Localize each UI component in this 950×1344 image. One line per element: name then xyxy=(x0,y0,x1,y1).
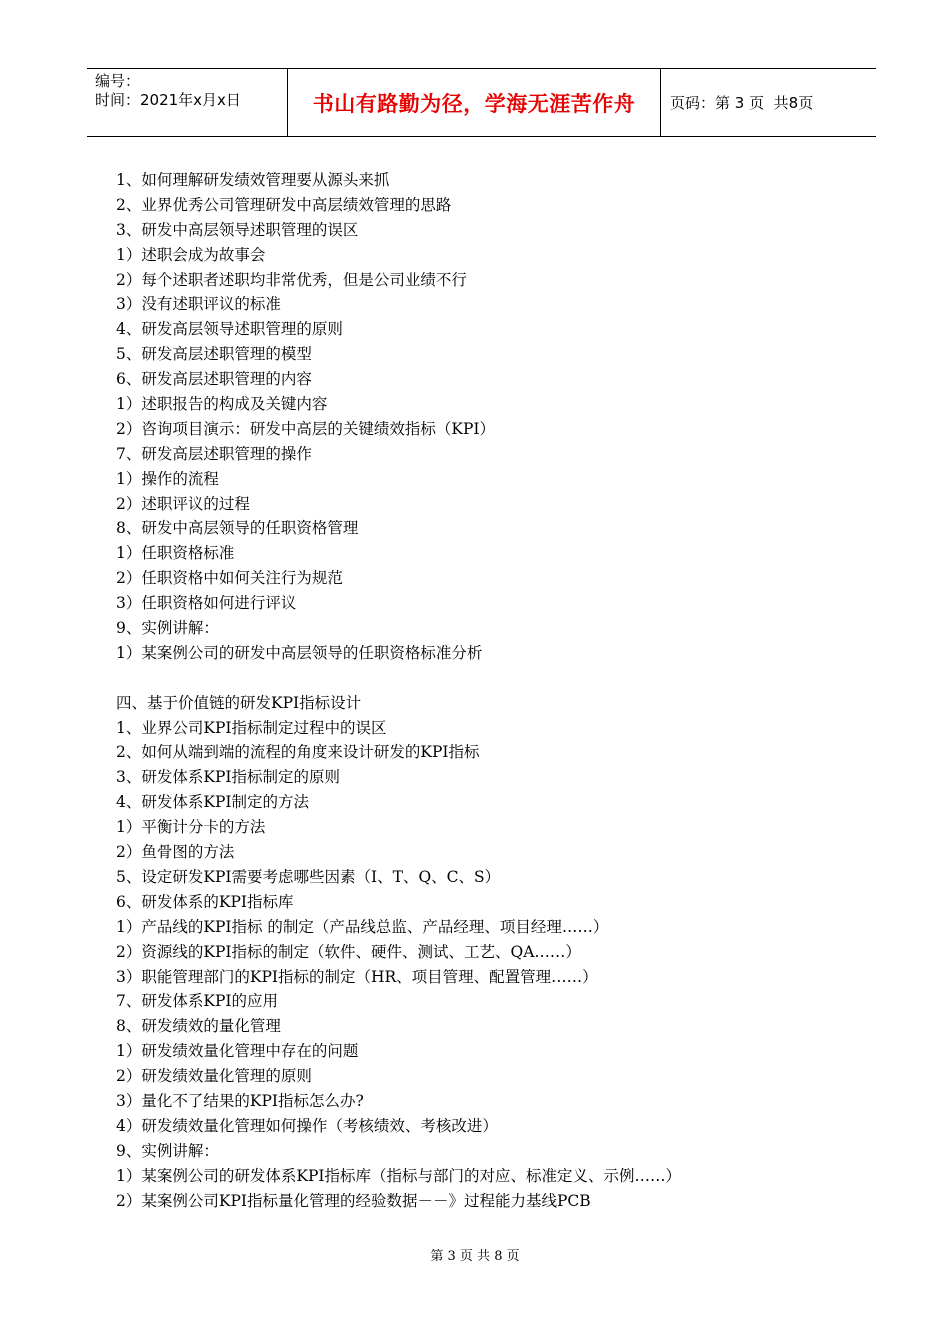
text-line: 4）研发绩效量化管理如何操作（考核绩效、考核改进） xyxy=(116,1116,498,1135)
text-line: 2）鱼骨图的方法 xyxy=(116,843,235,862)
page-mid: 页 共 xyxy=(749,94,789,112)
text-line: 1）某案例公司的研发体系KPI指标库（指标与部门的对应、标准定义、示例……） xyxy=(116,1166,681,1185)
text-line: 1、如何理解研发绩效管理要从源头来抓 xyxy=(116,171,390,189)
text-line: 1）操作的流程 xyxy=(116,469,219,488)
text-line: 3、研发中高层领导述职管理的误区 xyxy=(116,220,359,239)
text-line: 1）任职资格标准 xyxy=(116,544,235,563)
text-line: 3）职能管理部门的KPI指标的制定（HR、项目管理、配置管理……） xyxy=(116,967,598,986)
page-header xyxy=(87,68,876,137)
text-line: 2）咨询项目演示：研发中高层的关键绩效指标（KPI） xyxy=(116,419,495,438)
text-line: 3、研发体系KPI指标制定的原则 xyxy=(116,768,340,787)
text-line: 四、基于价值链的研发KPI指标设计 xyxy=(116,693,362,712)
document-time: 时间：2021年x月x日 xyxy=(95,91,241,109)
text-line: 4、研发体系KPI制定的方法 xyxy=(116,793,309,812)
text-line: 8、研发中高层领导的任职资格管理 xyxy=(116,519,359,538)
text-line: 5、研发高层述职管理的模型 xyxy=(116,345,312,364)
text-line: 2、业界优秀公司管理研发中高层绩效管理的思路 xyxy=(116,195,452,214)
text-line xyxy=(116,666,876,691)
text-line: 9、实例讲解： xyxy=(116,1141,219,1160)
text-line: 9、实例讲解： xyxy=(116,619,219,638)
page-total: 8 xyxy=(788,93,799,112)
header-page-number xyxy=(661,69,876,136)
text-line: 1）述职会成为故事会 xyxy=(116,245,266,264)
text-line: 2）某案例公司KPI指标量化管理的经验数据－－》过程能力基线PCB xyxy=(116,1191,591,1210)
page-footer: 第 3 页 共 8 页 xyxy=(430,1249,520,1264)
text-line: 1、业界公司KPI指标制定过程中的误区 xyxy=(116,718,387,737)
page-current: 3 xyxy=(734,93,745,112)
text-line: 3）任职资格如何进行评议 xyxy=(116,594,297,613)
text-line: 2）述职评议的过程 xyxy=(116,494,250,513)
text-line: 2）研发绩效量化管理的原则 xyxy=(116,1067,312,1086)
page-end: 页 xyxy=(798,94,814,112)
header-motto: 书山有路勤为径，学海无涯苦作舟 xyxy=(287,69,661,136)
document-body xyxy=(116,168,876,1213)
text-line: 3）量化不了结果的KPI指标怎么办? xyxy=(116,1091,364,1110)
document-number: 编号： xyxy=(95,72,141,90)
text-line: 1）某案例公司的研发中高层领导的任职资格标准分析 xyxy=(116,643,483,662)
text-line: 8、研发绩效的量化管理 xyxy=(116,1017,281,1036)
text-line: 2）每个述职者述职均非常优秀，但是公司业绩不行 xyxy=(116,270,467,289)
text-line: 6、研发高层述职管理的内容 xyxy=(116,370,312,389)
text-line: 2）资源线的KPI指标的制定（软件、硬件、测试、工艺、QA……） xyxy=(116,942,581,961)
text-line: 1）产品线的KPI指标 的制定（产品线总监、产品经理、项目经理……） xyxy=(116,917,609,936)
text-line: 1）研发绩效量化管理中存在的问题 xyxy=(116,1042,359,1061)
text-line: 3）没有述职评议的标准 xyxy=(116,295,281,314)
text-line: 4、研发高层领导述职管理的原则 xyxy=(116,320,343,339)
text-line: 6、研发体系的KPI指标库 xyxy=(116,892,294,911)
page-label: 页码：第 xyxy=(670,94,731,112)
header-meta xyxy=(87,69,287,136)
text-line: 7、研发体系KPI的应用 xyxy=(116,992,278,1011)
text-line: 2、如何从端到端的流程的角度来设计研发的KPI指标 xyxy=(116,743,480,762)
text-line: 1）述职报告的构成及关键内容 xyxy=(116,395,328,414)
text-line: 7、研发高层述职管理的操作 xyxy=(116,444,312,463)
text-line: 1）平衡计分卡的方法 xyxy=(116,818,266,837)
text-line: 5、设定研发KPI需要考虑哪些因素（I、T、Q、C、S） xyxy=(116,867,501,886)
text-line: 2）任职资格中如何关注行为规范 xyxy=(116,569,343,588)
